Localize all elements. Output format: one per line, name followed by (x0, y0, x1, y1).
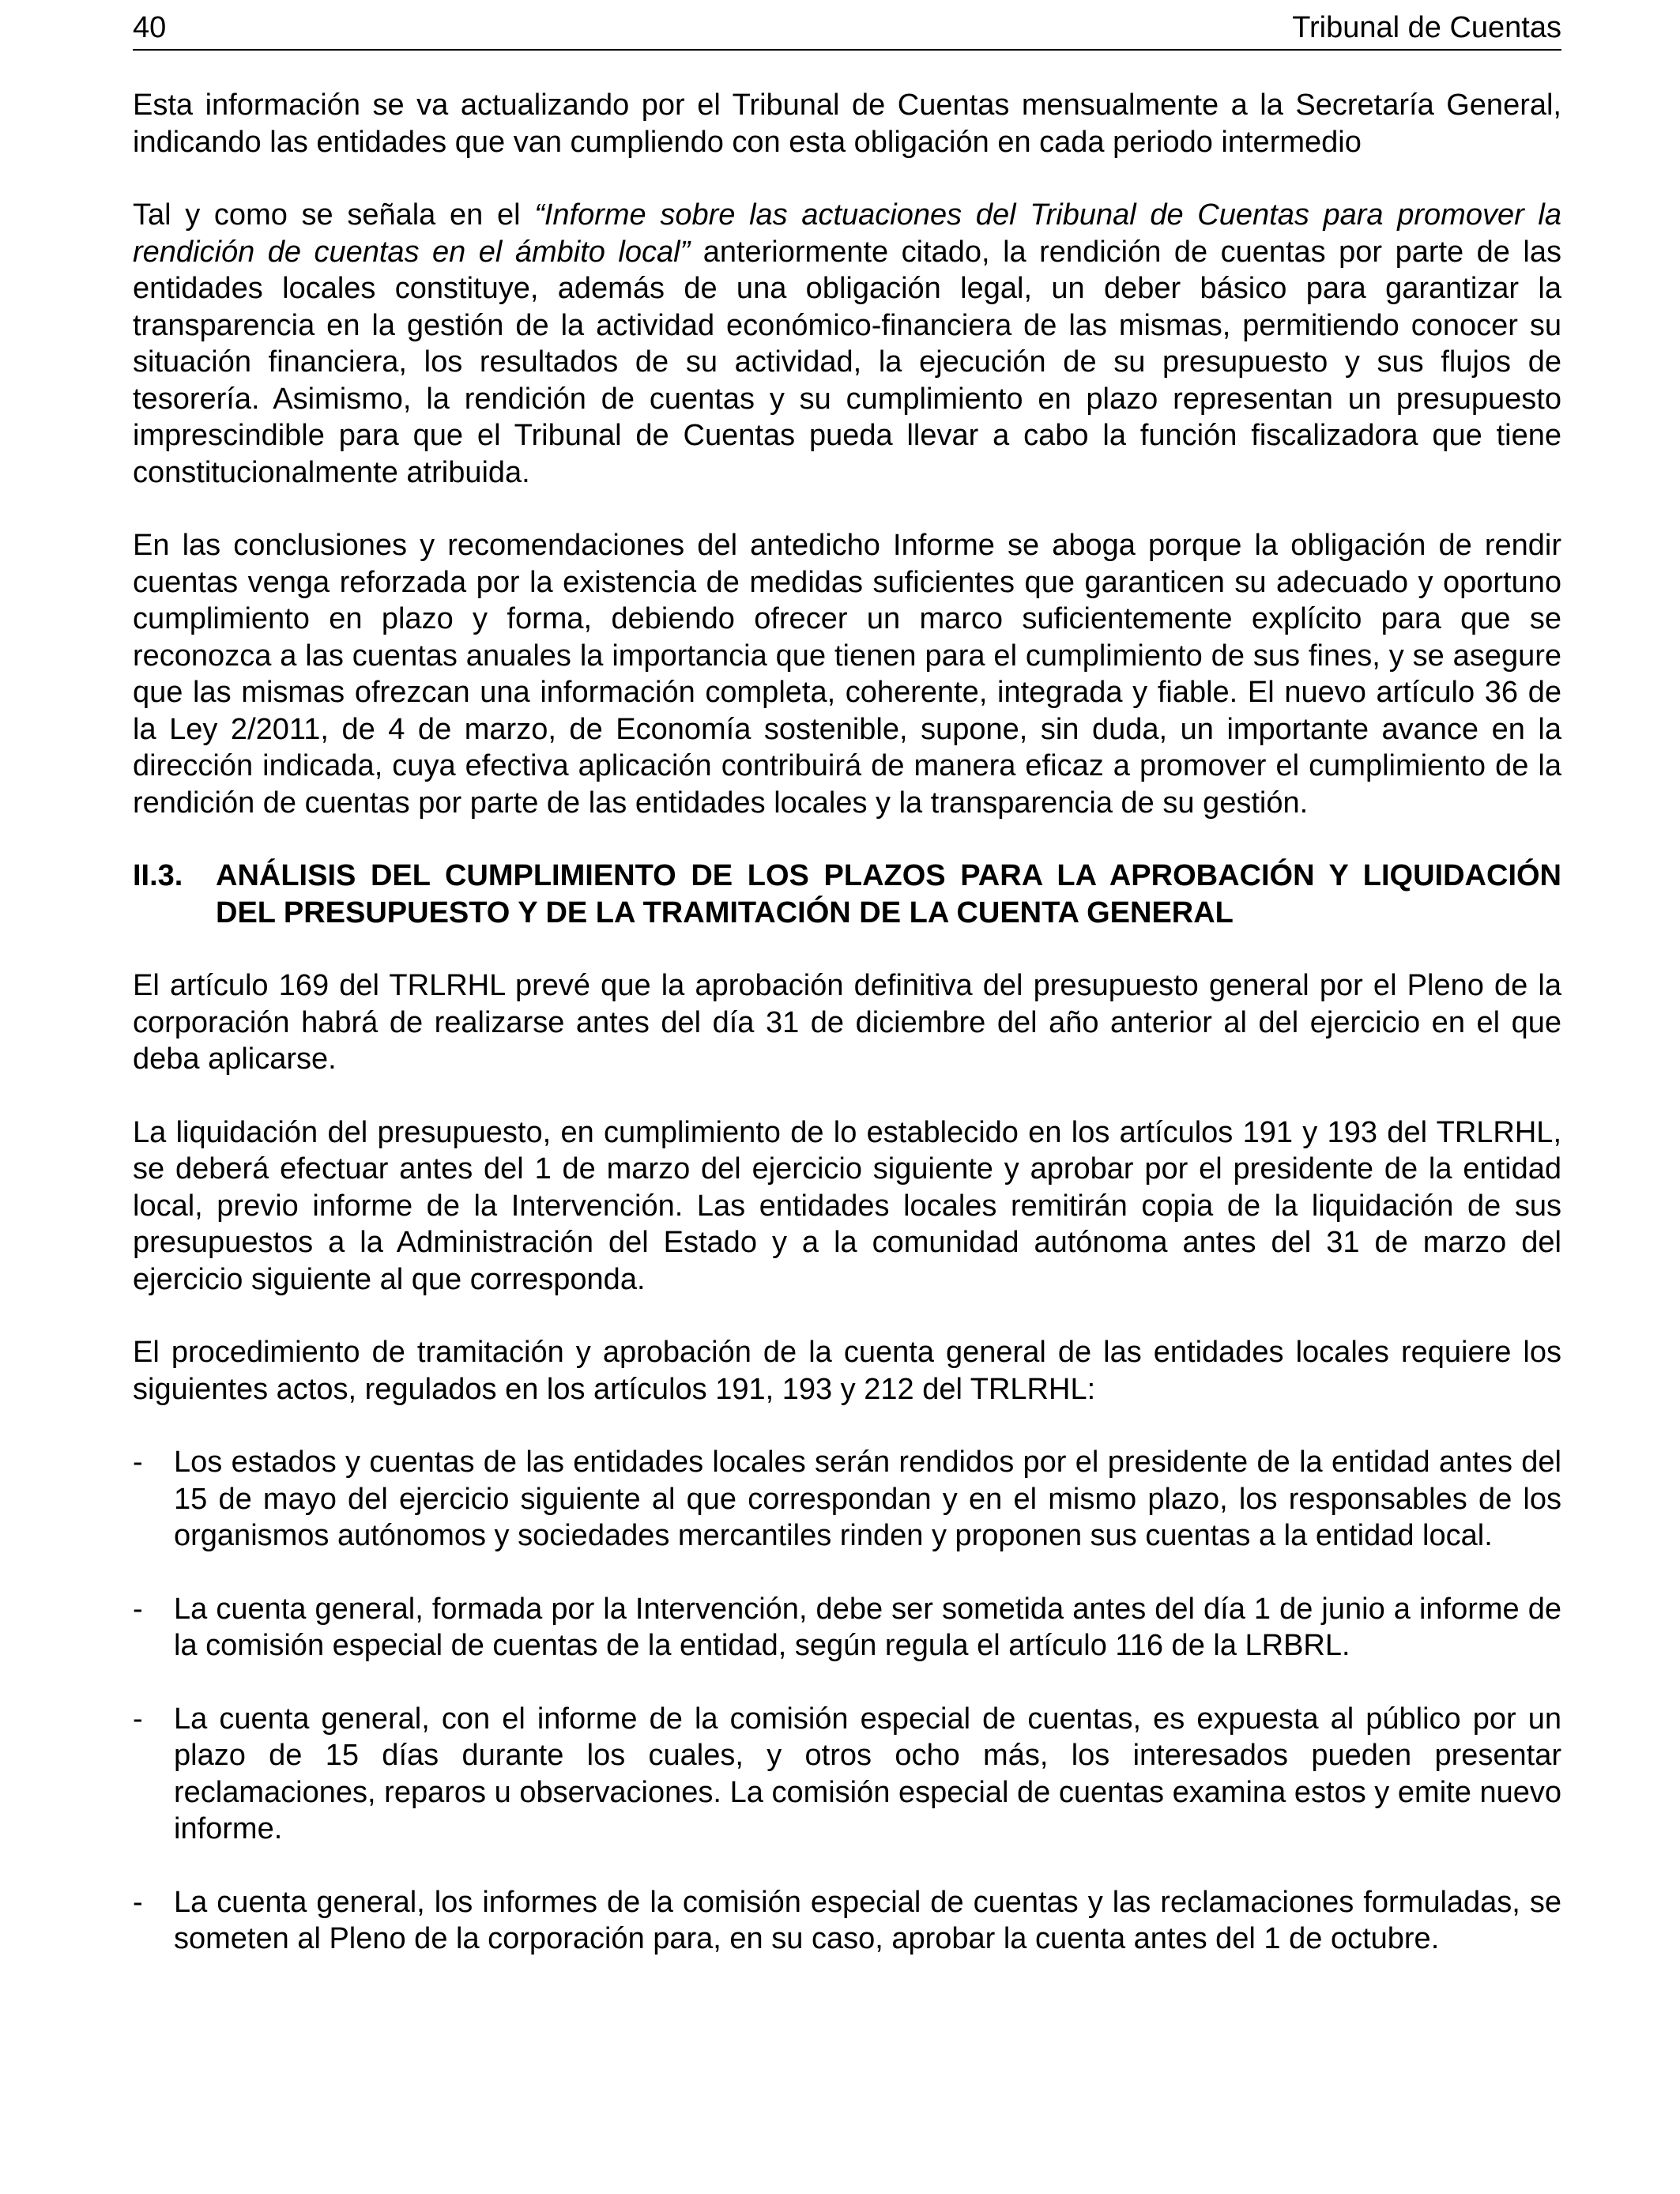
list-dash: - (133, 1702, 143, 1736)
paragraph-5: La liquidación del presupuesto, en cumplimiento de lo establecido en los artículos 191 y 193 del TRLRHL, se deberá efectuar antes del 1 de marzo del ejercicio siguiente y aprobar por el presidente de la entidad local, previo informe de la Intervención. Las entidades locales remitirán copia de la liquidación de sus presupuestos a la Administración del Estado y a la comunidad autónoma antes del 31 de marzo del ejercicio siguiente al que corresponda. (133, 1115, 1561, 1296)
list-item-text: Los estados y cuentas de las entidades locales serán rendidos por el presidente de la entidad antes del 15 de mayo del ejercicio siguiente al que correspondan y en el mismo plazo, los responsables de los organismos autónomos y sociedades mercantiles rinden y proponen sus cuentas a la entidad local. (174, 1446, 1561, 1552)
list-item-text: La cuenta general, los informes de la comisión especial de cuentas y las reclamaciones formuladas, se someten al Pleno de la corporación para, en su caso, aprobar la cuenta antes del 1 de octubre. (174, 1885, 1561, 1955)
paragraph-6: El procedimiento de tramitación y aprobación de la cuenta general de las entidades locales requiere los siguientes actos, regulados en los artículos 191, 193 y 212 del TRLRHL: (133, 1336, 1561, 1406)
list-dash: - (133, 1885, 143, 1919)
section-number: II.3. (133, 859, 183, 892)
page-body (133, 87, 1561, 1994)
list-item-text: La cuenta general, formada por la Intervención, debe ser sometida antes del día 1 de junio a informe de la comisión especial de cuentas de la entidad, según regula el artículo 116 de la LRBRL. (174, 1592, 1561, 1662)
paragraph-1: Esta información se va actualizando por el Tribunal de Cuentas mensualmente a la Secretaría General, indicando las entidades que van cumpliendo con esta obligación en cada periodo intermedio (133, 89, 1561, 159)
section-heading (133, 858, 1561, 931)
list-item (133, 1701, 1561, 1848)
paragraph-2 (133, 197, 1561, 491)
document-page (133, 0, 1562, 1955)
section-title: ANÁLISIS DEL CUMPLIMIENTO DE LOS PLAZOS PARA LA APROBACIÓN Y LIQUIDACIÓN DEL PRESUPUESTO Y DE LA TRAMITACIÓN DE LA CUENTA GENERAL (216, 859, 1561, 929)
list-dash: - (133, 1446, 143, 1479)
list-item (133, 1591, 1561, 1664)
report-title-quote: “Informe sobre las actuaciones del Tribunal de Cuentas para promover la rendición de cuentas en el ámbito local” (133, 198, 1561, 269)
paragraph-3: En las conclusiones y recomendaciones del antedicho Informe se aboga porque la obligación de rendir cuentas venga reforzada por la existencia de medidas suficientes que garanticen su adecuado y oportuno cumplimiento en plazo y forma, debiendo ofrecer un marco suficientemente explícito para que se reconozca a las cuentas anuales la importancia que tienen para el cumplimiento de sus fines, y se asegure que las mismas ofrezcan una información completa, coherente, integrada y fiable. El nuevo artículo 36 de la Ley 2/2011, de 4 de marzo, de Economía sostenible, supone, sin duda, un importante avance en la dirección indicada, cuya efectiva aplicación contribuirá de manera eficaz a promover el cumplimiento de la rendición de cuentas por parte de las entidades locales y la transparencia de su gestión. (133, 529, 1561, 820)
list-dash: - (133, 1592, 143, 1626)
running-title: Tribunal de Cuentas (1292, 11, 1561, 44)
list-item-text: La cuenta general, con el informe de la comisión especial de cuentas, es expuesta al público por un plazo de 15 días durante los cuales, y otros ocho más, los interesados pueden presentar reclamaciones, reparos u observaciones. La comisión especial de cuentas examina estos y emite nuevo informe. (174, 1702, 1561, 1845)
paragraph-2-lead: Tal y como se señala en el (133, 198, 535, 232)
list-item (133, 1884, 1561, 1958)
page-header (133, 0, 1561, 51)
paragraph-4: El artículo 169 del TRLRHL prevé que la aprobación definitiva del presupuesto general por el Pleno de la corporación habrá de realizarse antes del día 31 de diciembre del año anterior al del ejercicio en el que deba aplicarse. (133, 969, 1561, 1076)
page-number: 40 (133, 11, 167, 44)
list-item (133, 1444, 1561, 1555)
paragraph-2-rest: anteriormente citado, la rendición de cuentas por parte de las entidades locales constituye, además de una obligación legal, un deber básico para garantizar la transparencia en la gestión de la actividad económico-financiera de las mismas, permitiendo conocer su situación financiera, los resultados de su actividad, la ejecución de su presupuesto y sus flujos de tesorería. Asimismo, la rendición de cuentas y su cumplimiento en plazo representan un presupuesto imprescindible para que el Tribunal de Cuentas pueda llevar a cabo la función fiscalizadora que tiene constitucionalmente atribuida. (133, 235, 1562, 489)
